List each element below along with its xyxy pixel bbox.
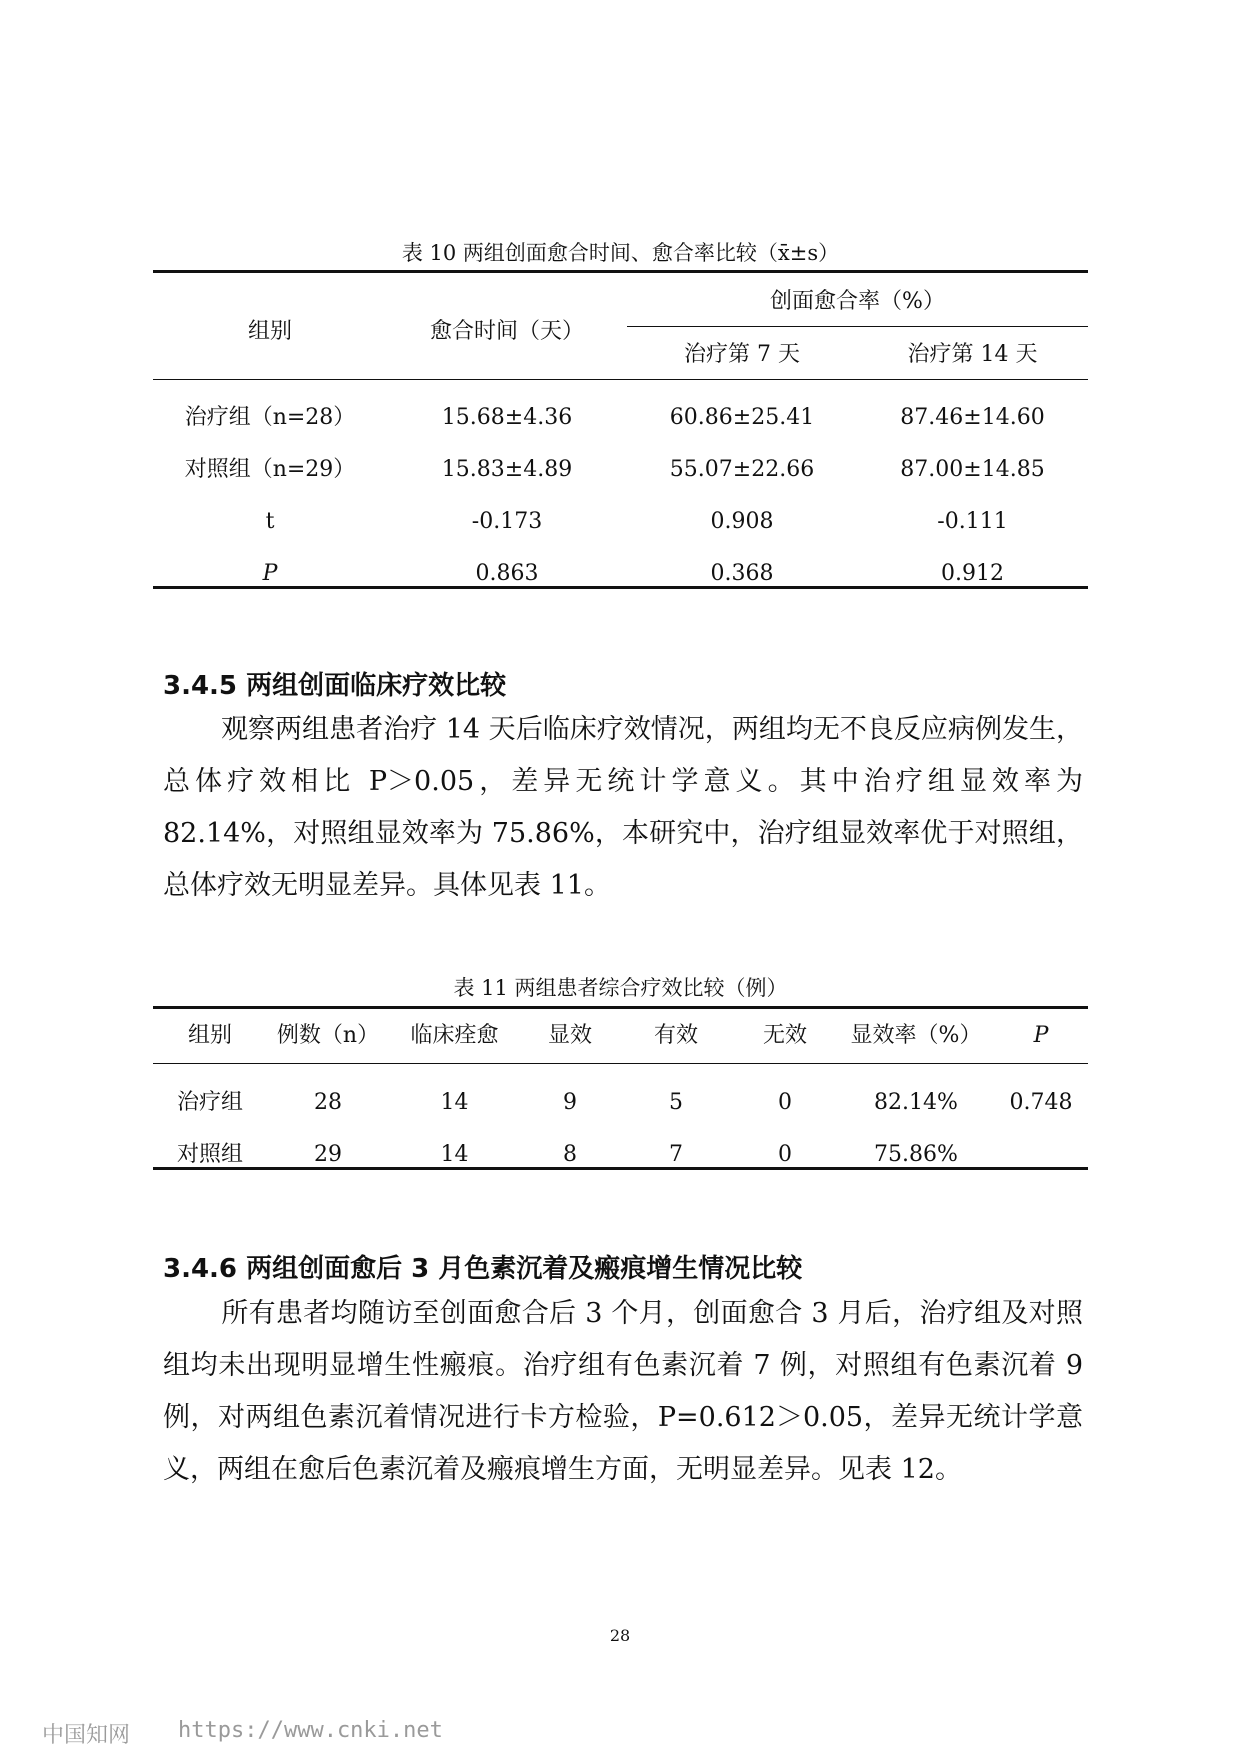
table10-cell: -0.111 xyxy=(937,509,1008,534)
table10-cell: 0.368 xyxy=(710,561,774,586)
table11-cell: 5 xyxy=(669,1090,683,1115)
table10-cell: 0.912 xyxy=(941,561,1004,586)
table10-header-heal-time: 愈合时间（天） xyxy=(429,319,584,344)
table10-header-heal-rate: 创面愈合率（%） xyxy=(770,289,945,314)
section345-paragraph xyxy=(163,704,1083,912)
section-heading: 3.4.6 两组创面愈后 3 月色素沉着及瘢痕增生情况比较 xyxy=(163,1254,803,1284)
table11-header: 显效率（%） xyxy=(850,1023,982,1048)
table11-cell: 14 xyxy=(440,1090,469,1115)
table10-cell: 55.07±22.66 xyxy=(669,457,815,482)
table10-cell: 87.00±14.85 xyxy=(900,457,1045,482)
table11-cell: 8 xyxy=(563,1142,577,1167)
table11-header: 显效 xyxy=(547,1023,592,1048)
table11-cell: 0.748 xyxy=(1009,1090,1073,1115)
table10-cell: 0.908 xyxy=(710,509,774,534)
table10-cell: 0.863 xyxy=(475,561,539,586)
table11-cell: 0 xyxy=(778,1090,792,1115)
table10-cell: -0.173 xyxy=(471,509,543,534)
table11-header: P xyxy=(1033,1023,1049,1048)
table11-cell: 0 xyxy=(778,1142,792,1167)
table10-cell: 87.46±14.60 xyxy=(900,405,1045,430)
table11-header: 临床痊愈 xyxy=(410,1023,499,1048)
table10-row-label: 治疗组（n=28） xyxy=(184,405,356,430)
table11-cell: 9 xyxy=(563,1090,577,1115)
section-heading: 3.4.5 两组创面临床疗效比较 xyxy=(163,671,507,701)
table11-cell: 7 xyxy=(669,1142,683,1167)
page-number: 28 xyxy=(609,1626,631,1645)
table10-row-label: t xyxy=(265,509,275,534)
table11-cell: 29 xyxy=(314,1142,342,1167)
table11-cell: 82.14% xyxy=(874,1090,958,1115)
table10-bottom-rule xyxy=(153,586,1088,589)
table10-header-day7: 治疗第 7 天 xyxy=(684,342,800,367)
table11-cell: 14 xyxy=(440,1142,469,1167)
table11-header: 例数（n） xyxy=(276,1023,380,1048)
table11-cell: 治疗组 xyxy=(176,1090,243,1115)
section346-text: 所有患者均随访至创面愈合后 3 个月，创面愈合 3 月后，治疗组及对照组均未出现明显增生性瘢痕。治疗组有色素沉着 7 例，对照组有色素沉着 9 例，对两组色素沉着情况进行卡方检验，P=0.612＞0.05，差异无统计学意义，两组在愈后色素沉着及瘢痕增生方面，无明显差异。见表 12。 xyxy=(163,1298,1083,1485)
table10-row-label: P xyxy=(262,561,278,586)
table11-header: 有效 xyxy=(653,1023,698,1048)
table10-caption: 表 10 两组创面愈合时间、愈合率比较（x̄±s） xyxy=(401,241,840,265)
table10-header-day14: 治疗第 14 天 xyxy=(907,342,1038,367)
table11-cell: 对照组 xyxy=(176,1142,243,1167)
table10-row-label: 对照组（n=29） xyxy=(184,457,356,482)
cnki-url[interactable]: https://www.cnki.net xyxy=(178,1718,443,1743)
table10-cell: 60.86±25.41 xyxy=(669,405,815,430)
table11-header: 无效 xyxy=(762,1023,807,1048)
table11-cell: 28 xyxy=(314,1090,342,1115)
table10-mid-rule xyxy=(627,326,1088,327)
table11-header: 组别 xyxy=(187,1023,232,1048)
section346-paragraph xyxy=(163,1288,1083,1496)
table11-cell: 75.86% xyxy=(874,1142,958,1167)
cnki-logo: 中国知网 xyxy=(42,1723,131,1748)
table10-header-rule xyxy=(153,379,1088,380)
table11-caption: 表 11 两组患者综合疗效比较（例） xyxy=(453,976,788,1000)
table10-header-group: 组别 xyxy=(247,319,292,344)
table10-cell: 15.68±4.36 xyxy=(441,405,573,430)
table11-header-rule xyxy=(153,1063,1088,1064)
section345-text: 观察两组患者治疗 14 天后临床疗效情况，两组均无不良反应病例发生，总体疗效相比 P＞0.05，差异无统计学意义。其中治疗组显效率为 82.14%，对照组显效率为 75.86%，本研究中，治疗组显效率优于对照组，总体疗效无明显差异。具体见表 11。 xyxy=(163,714,1083,901)
table11-bottom-rule xyxy=(153,1167,1088,1170)
table11-top-rule xyxy=(153,1006,1088,1009)
table10-cell: 15.83±4.89 xyxy=(441,457,573,482)
table10-top-rule xyxy=(153,270,1088,273)
